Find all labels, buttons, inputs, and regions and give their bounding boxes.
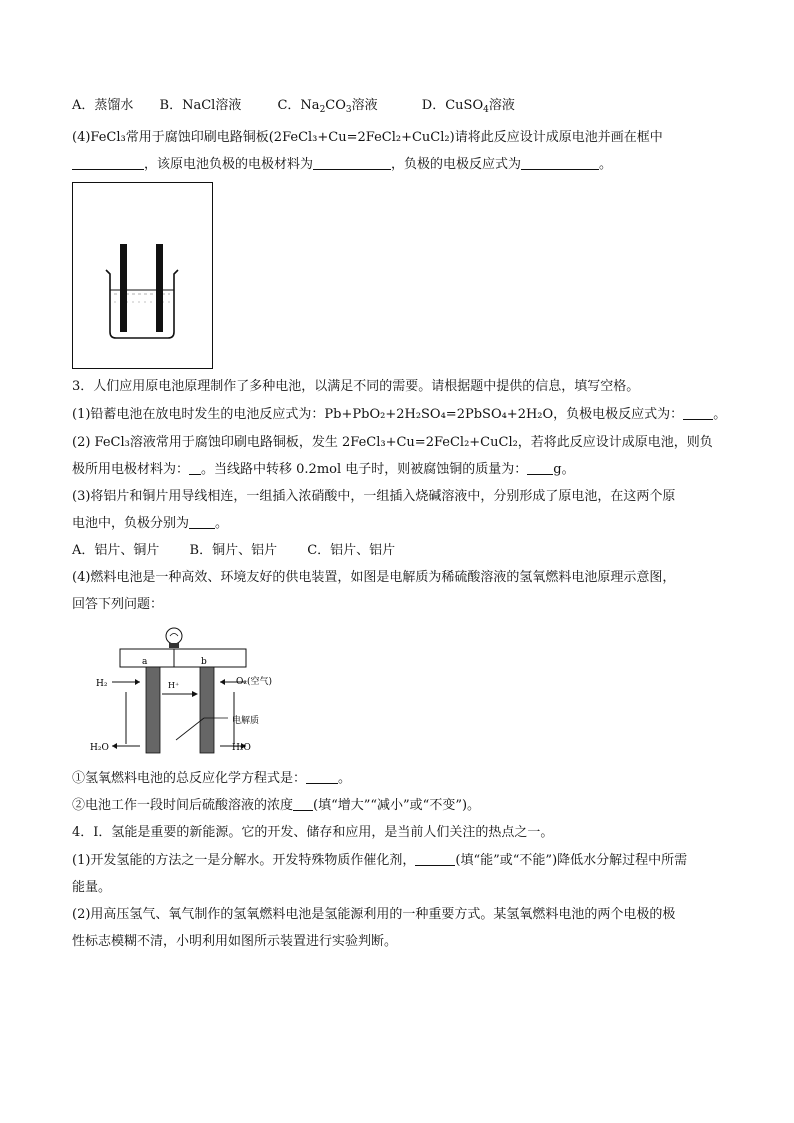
- h2o-left-label: H₂O: [90, 743, 109, 753]
- q3-part4-line1: (4)燃料电池是一种高效、环境友好的供电装置，如图是电解质为稀硫酸溶液的氢氧燃料电池原理示意图，: [72, 570, 676, 585]
- q3-part4-q1-text: ①氢氧燃料电池的总反应化学方程式是：: [72, 771, 307, 786]
- option-a: A．铝片、铜片: [72, 543, 160, 558]
- option-d-text: 溶液: [488, 98, 515, 113]
- electrode-a: [146, 667, 160, 753]
- q4-part2-line1: (2)用高压氢气、氧气制作的氢氧燃料电池是氢能源利用的一种重要方式。某氢氧燃料电池的两个电极的极: [72, 907, 676, 922]
- q3-part4-q2-text-a: ②电池工作一段时间后硫酸溶液的浓度: [72, 798, 294, 813]
- h2o-right-label: H₂O: [232, 743, 251, 753]
- q3-part3-line2: [72, 514, 722, 534]
- q2-part4-line1: (4)FeCl₃常用于腐蚀印刷电路铜板(2FeCl₃+Cu=2FeCl₂+CuCl₂)请将此反应设计成原电池并画在框中: [72, 130, 663, 145]
- external-circuit-bar: [120, 649, 246, 667]
- electrode-b: [200, 667, 214, 753]
- q3-title: 3．人们应用原电池原理制作了多种电池，以满足不同的需要。请根据题中提供的信息，填写空格。: [72, 379, 640, 394]
- q2-part4-period: 。: [599, 157, 613, 172]
- electrolyte-label: 电解质: [232, 716, 260, 726]
- bulb-icon: [166, 628, 182, 648]
- option-c-text: 溶液: [351, 98, 378, 113]
- q3-part4-q1: [72, 769, 722, 789]
- q4-part1-line1: [72, 851, 722, 871]
- option-c-sub2: 2: [319, 105, 326, 115]
- q3-part2-line1: (2) FeCl₃溶液常用于腐蚀印刷电路铜板，发生 2FeCl₃+Cu=2FeCl₂+CuCl₂，若将此反应设计成原电池，则负: [72, 435, 713, 450]
- option-d-formula: CuSO: [445, 98, 484, 113]
- option-d-letter: D．: [421, 98, 446, 113]
- q3-part3-options: [72, 541, 722, 561]
- q3-part4-q2: [72, 796, 722, 816]
- answer-blank[interactable]: [415, 851, 455, 866]
- q3-part4-line2: 回答下列问题：: [72, 597, 164, 612]
- q3-part1-text: (1)铅蓄电池在放电时发生的电池反应式为：Pb+PbO₂+2H₂SO₄=2PbSO₄+2H₂O，负极电极反应式为：: [72, 407, 684, 422]
- option-b: B．铜片、铝片: [189, 543, 278, 558]
- q3-part3-text: 电池中，负极分别为: [72, 516, 190, 531]
- figure-frame: [73, 183, 213, 369]
- q3-part4-q2-text-b: (填“增大”“减小”或“不变”)。: [313, 798, 481, 813]
- option-d: [422, 96, 515, 120]
- q4-part2-line2: 性标志模糊不清，小明利用如图所示装置进行实验判断。: [72, 934, 398, 949]
- fuel-cell-diagram: [88, 622, 298, 758]
- q4-part1-text-a: (1)开发氢能的方法之一是分解水。开发特殊物质作催化剂，: [72, 853, 416, 868]
- answer-blank[interactable]: [313, 155, 391, 170]
- option-c: [277, 96, 377, 120]
- option-c-sub3: 3: [345, 105, 352, 115]
- arrow-head: [112, 743, 117, 749]
- q3-part1-period: 。: [713, 407, 727, 422]
- h2-inlet-label: H₂: [96, 679, 108, 689]
- electrode-b-label: b: [201, 657, 207, 667]
- beaker-figure: [72, 182, 214, 370]
- electrode-right: [156, 244, 163, 332]
- arrow-head: [220, 679, 225, 685]
- q4-part1-text-b: (填“能”或“不能”)降低水分解过程中所需: [455, 853, 688, 868]
- electrode-a-label: a: [142, 657, 148, 667]
- option-a: A．蒸馏水: [72, 98, 134, 113]
- q2-part4-text-a: ，该原电池负极的电极材料为: [144, 157, 314, 172]
- q3-part3-line1: (3)将铝片和铜片用导线相连，一组插入浓硝酸中，一组插入烧碱溶液中，分别形成了原电池，在这两个原: [72, 489, 676, 504]
- electrode-left: [120, 244, 127, 332]
- q3-part3-period: 。: [215, 516, 229, 531]
- option-c-formula-co: CO: [325, 98, 346, 113]
- q3-part4-q1-period: 。: [338, 771, 352, 786]
- q2-options: [72, 96, 722, 120]
- q3-part2-unit: g。: [553, 462, 575, 477]
- q2-part4-line2: [72, 155, 722, 175]
- option-c-letter: C．: [277, 98, 301, 113]
- answer-blank[interactable]: [521, 155, 599, 170]
- q3-part2-text-b: 。当线路中转移 0.2mol 电子时，则被腐蚀铜的质量为：: [201, 462, 528, 477]
- arrow-head: [192, 691, 198, 697]
- q3-part2-line2: [72, 460, 722, 480]
- answer-blank[interactable]: [683, 405, 713, 420]
- answer-blank[interactable]: [189, 460, 201, 475]
- option-d-sub4: 4: [483, 105, 489, 115]
- answer-blank[interactable]: [293, 796, 313, 811]
- q2-part4-text-b: ，负极的电极反应式为: [391, 157, 522, 172]
- answer-blank[interactable]: [189, 514, 215, 529]
- o2-inlet-label: O₂(空气): [236, 677, 273, 687]
- q3-part1: [72, 405, 727, 425]
- answer-blank[interactable]: [72, 155, 144, 170]
- option-c: C．铝片、铝片: [307, 543, 396, 558]
- option-c-formula: Na: [300, 98, 320, 113]
- q3-part2-text-a: 极所用电极材料为：: [72, 462, 190, 477]
- h-plus-label: H⁺: [168, 681, 180, 690]
- answer-blank[interactable]: [527, 460, 553, 475]
- arrow-head: [135, 679, 140, 685]
- option-b: B．NaCl溶液: [159, 98, 242, 113]
- answer-blank[interactable]: [306, 769, 338, 784]
- q4-part1-line2: 能量。: [72, 880, 112, 895]
- q4-title: 4．I．氢能是重要的新能源。它的开发、储存和应用，是当前人们关注的热点之一。: [72, 825, 554, 840]
